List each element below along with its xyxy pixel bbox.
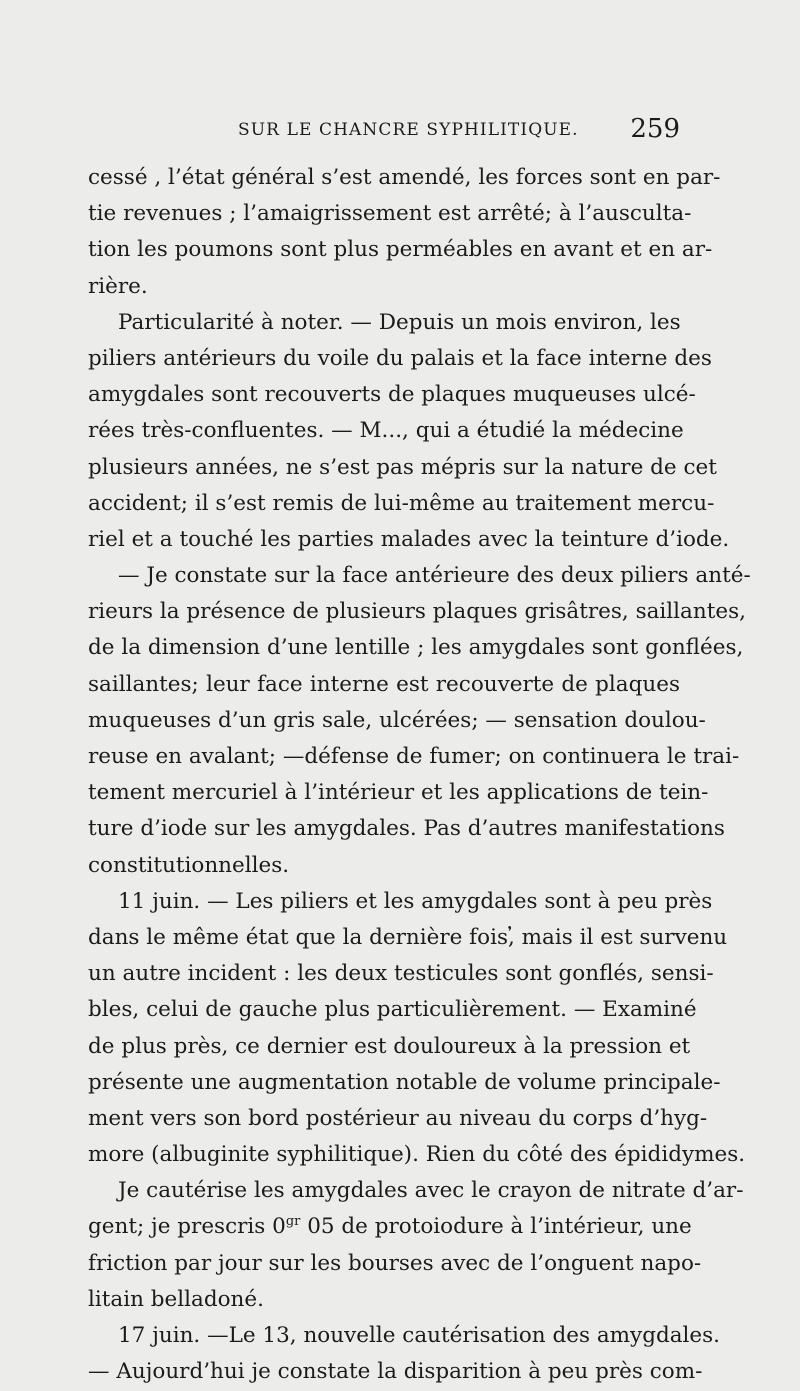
running-title: SUR LE CHANCRE SYPHILITIQUE. — [238, 120, 579, 140]
text-line: more (albuginite syphilitique). Rien du côté des épididymes. — [88, 1142, 746, 1168]
text-line: saillantes; leur face interne est recouverte de plaques — [88, 671, 680, 697]
text-line: tement mercuriel à l’intérieur et les applications de tein- — [88, 780, 709, 806]
text-line: reuse en avalant; —défense de fumer; on continuera le trai- — [88, 744, 740, 769]
text-fragment: gent; je prescris 0 — [88, 1214, 286, 1240]
text-line: dans le même état que la dernière fois,̓ mais il est survenu — [88, 924, 728, 950]
text-line: plusieurs années, ne s’est pas mépris sur la nature de cet — [88, 454, 717, 480]
text-line: — Aujourd’hui je constate la disparition à peu près com- — [88, 1359, 703, 1385]
text-line: rées très-confluentes. — M..., qui a étudié la médecine — [88, 418, 684, 444]
text-line: cessé , l’état général s’est amendé, les forces sont en par- — [88, 165, 721, 190]
text-line: amygdales sont recouverts de plaques muqueuses ulcé- — [88, 382, 696, 408]
text-line: 11 juin. — Les piliers et les amygdales sont à peu près — [118, 888, 713, 914]
text-line: friction par jour sur les bourses avec de l’onguent napo- — [88, 1250, 702, 1276]
text-line: — Je constate sur la face antérieure des deux piliers anté- — [118, 563, 751, 589]
text-line: ment vers son bord postérieur au niveau du corps d’hyg- — [88, 1105, 708, 1131]
text-line: ture d’iode sur les amygdales. Pas d’autres manifestations — [88, 816, 725, 842]
text-line: de plus près, ce dernier est douloureux à la pression et — [88, 1033, 691, 1059]
text-line: rieurs la présence de plusieurs plaques grisâtres, saillantes, — [88, 599, 746, 625]
running-head — [88, 114, 680, 148]
text-line: tion les poumons sont plus perméables en avant et en ar- — [88, 237, 713, 263]
text-line: bles, celui de gauche plus particulièrement. — Examiné — [88, 997, 697, 1023]
body-text — [88, 160, 751, 1390]
text-line: muqueuses d’un gris sale, ulcérées; — sensation doulou- — [88, 707, 706, 733]
text-line: tie revenues ; l’amaigrissement est arrêté; à l’ausculta- — [88, 201, 692, 227]
text-fragment: 05 de protoiodure à l’intérieur, une — [300, 1214, 692, 1240]
text-line: un autre incident : les deux testicules sont gonflés, sensi- — [88, 961, 714, 987]
text-line: 17 juin. —Le 13, nouvelle cautérisation des amygdales. — [118, 1323, 721, 1348]
text-line: accident; il s’est remis de lui-même au traitement mercu- — [88, 490, 715, 516]
text-line-with-superscript — [88, 1209, 692, 1245]
page-number: 259 — [630, 114, 680, 144]
text-line: Je cautérise les amygdales avec le crayon de nitrate d’ar- — [118, 1178, 744, 1204]
text-line: litain belladoné. — [88, 1286, 264, 1312]
text-line: piliers antérieurs du voile du palais et la face interne des — [88, 345, 712, 371]
gr-superscript: gr — [285, 1214, 301, 1230]
text-line: rière. — [88, 273, 148, 299]
text-line: riel et a touché les parties malades avec la teinture d’iode. — [88, 526, 730, 552]
text-line: Particularité à noter. — Depuis un mois environ, les — [118, 309, 681, 335]
text-line: de la dimension d’une lentille ; les amygdales sont gonflées, — [88, 635, 744, 661]
text-line: présente une augmentation notable de volume principale- — [88, 1069, 721, 1095]
text-line: constitutionnelles. — [88, 852, 290, 878]
